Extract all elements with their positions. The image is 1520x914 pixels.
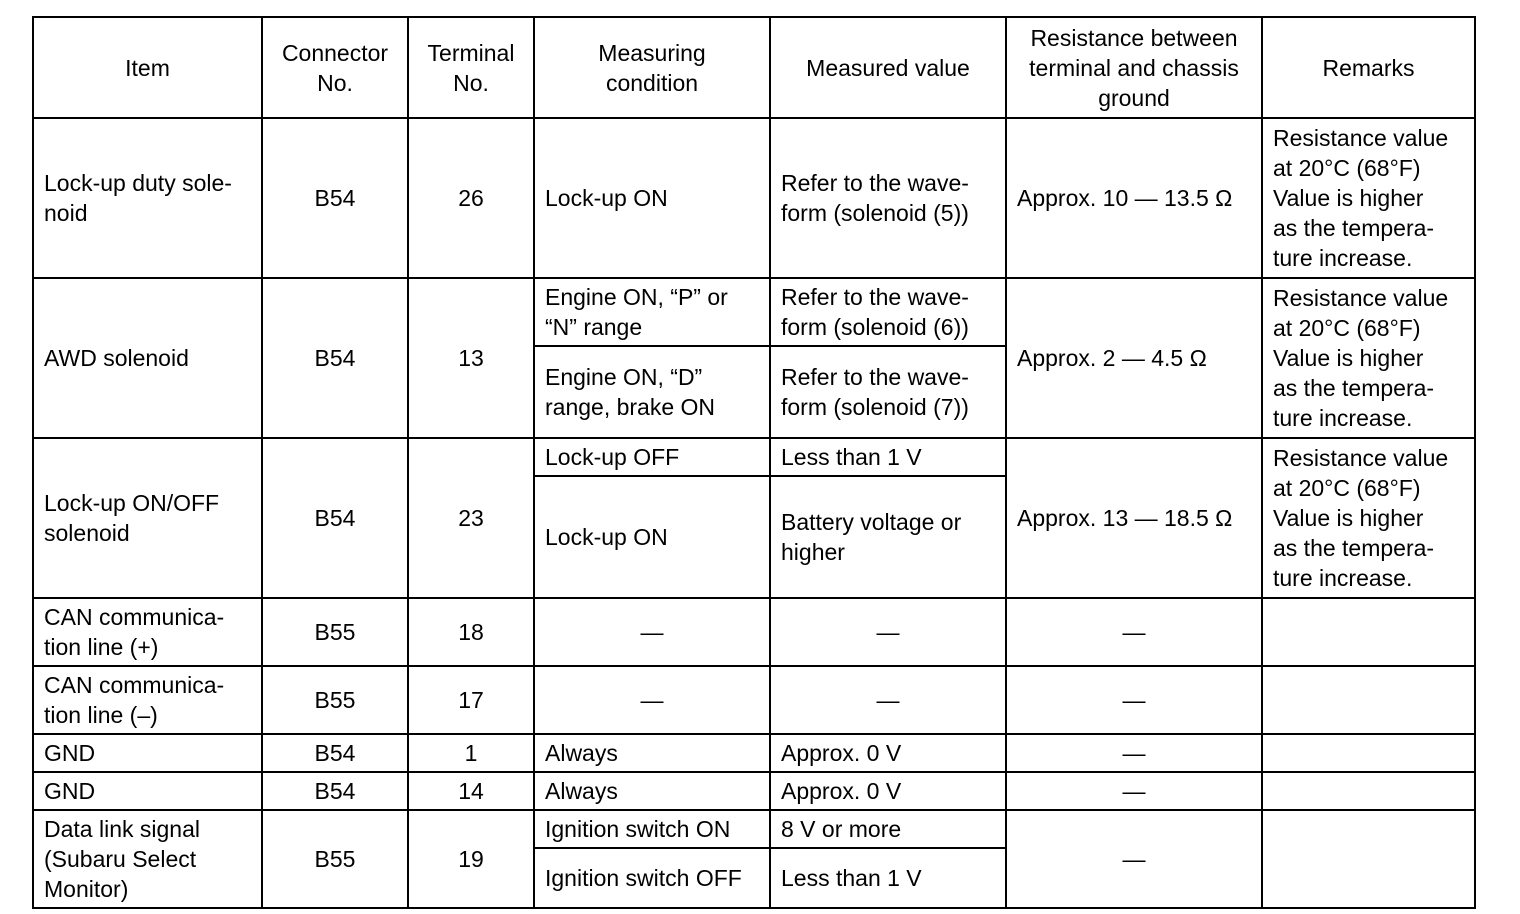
remarks-cell [1262, 772, 1475, 810]
value-cell: Refer to the wave- form (solenoid (6)) [770, 278, 1006, 346]
value-cell: 8 V or more [770, 810, 1006, 848]
item-cell: GND [33, 734, 262, 772]
connector-cell: B55 [262, 810, 408, 908]
table-row [33, 118, 1475, 278]
condition-cell: Lock-up OFF [534, 438, 770, 476]
value-cell: Refer to the wave- form (solenoid (5)) [770, 118, 1006, 278]
remarks-cell [1262, 598, 1475, 666]
terminal-cell: 1 [408, 734, 534, 772]
resistance-cell: — [1006, 666, 1262, 734]
resistance-cell: — [1006, 734, 1262, 772]
remarks-cell [1262, 810, 1475, 908]
table-row [33, 810, 1475, 848]
connector-cell: B54 [262, 118, 408, 278]
connector-cell: B54 [262, 772, 408, 810]
resistance-cell: Approx. 10 — 13.5 Ω [1006, 118, 1262, 278]
header-resistance: Resistance between terminal and chassis ground [1006, 17, 1262, 118]
connector-cell: B54 [262, 734, 408, 772]
terminal-cell: 26 [408, 118, 534, 278]
table-row [33, 666, 1475, 734]
connector-cell: B54 [262, 438, 408, 598]
value-cell: — [770, 666, 1006, 734]
remarks-cell [1262, 734, 1475, 772]
value-cell: Battery voltage or higher [770, 476, 1006, 598]
condition-cell: Lock-up ON [534, 118, 770, 278]
condition-cell: Always [534, 772, 770, 810]
table-row [33, 734, 1475, 772]
resistance-cell: — [1006, 772, 1262, 810]
resistance-cell: Approx. 2 — 4.5 Ω [1006, 278, 1262, 438]
remarks-cell: Resistance value at 20°C (68°F) Value is higher as the tempera- ture increase. [1262, 118, 1475, 278]
terminal-cell: 18 [408, 598, 534, 666]
condition-cell: — [534, 598, 770, 666]
header-item: Item [33, 17, 262, 118]
item-cell: GND [33, 772, 262, 810]
remarks-cell: Resistance value at 20°C (68°F) Value is higher as the tempera- ture increase. [1262, 438, 1475, 598]
terminal-cell: 13 [408, 278, 534, 438]
resistance-cell: — [1006, 598, 1262, 666]
value-cell: Approx. 0 V [770, 772, 1006, 810]
resistance-cell: Approx. 13 — 18.5 Ω [1006, 438, 1262, 598]
remarks-cell [1262, 666, 1475, 734]
resistance-cell: — [1006, 810, 1262, 908]
value-cell: Approx. 0 V [770, 734, 1006, 772]
connector-cell: B55 [262, 666, 408, 734]
item-cell: CAN communica- tion line (+) [33, 598, 262, 666]
table-row [33, 438, 1475, 476]
header-terminal-no: Terminal No. [408, 17, 534, 118]
table-row [33, 772, 1475, 810]
value-cell: — [770, 598, 1006, 666]
value-cell: Refer to the wave- form (solenoid (7)) [770, 346, 1006, 438]
table-row [33, 598, 1475, 666]
value-cell: Less than 1 V [770, 848, 1006, 908]
header-measured-value: Measured value [770, 17, 1006, 118]
terminal-cell: 19 [408, 810, 534, 908]
condition-cell: — [534, 666, 770, 734]
terminal-spec-table [32, 16, 1476, 909]
condition-cell: Engine ON, “P” or “N” range [534, 278, 770, 346]
value-cell: Less than 1 V [770, 438, 1006, 476]
item-cell: Lock-up ON/OFF solenoid [33, 438, 262, 598]
connector-cell: B55 [262, 598, 408, 666]
header-connector-no: Connector No. [262, 17, 408, 118]
terminal-cell: 17 [408, 666, 534, 734]
condition-cell: Engine ON, “D” range, brake ON [534, 346, 770, 438]
condition-cell: Lock-up ON [534, 476, 770, 598]
terminal-cell: 23 [408, 438, 534, 598]
remarks-cell: Resistance value at 20°C (68°F) Value is higher as the tempera- ture increase. [1262, 278, 1475, 438]
item-cell: Lock-up duty sole- noid [33, 118, 262, 278]
terminal-cell: 14 [408, 772, 534, 810]
condition-cell: Ignition switch ON [534, 810, 770, 848]
condition-cell: Always [534, 734, 770, 772]
connector-cell: B54 [262, 278, 408, 438]
condition-cell: Ignition switch OFF [534, 848, 770, 908]
item-cell: CAN communica- tion line (–) [33, 666, 262, 734]
header-row [33, 17, 1475, 118]
table-row [33, 278, 1475, 346]
header-measuring-condition: Measuring condition [534, 17, 770, 118]
item-cell: AWD solenoid [33, 278, 262, 438]
header-remarks: Remarks [1262, 17, 1475, 118]
item-cell: Data link signal (Subaru Select Monitor) [33, 810, 262, 908]
